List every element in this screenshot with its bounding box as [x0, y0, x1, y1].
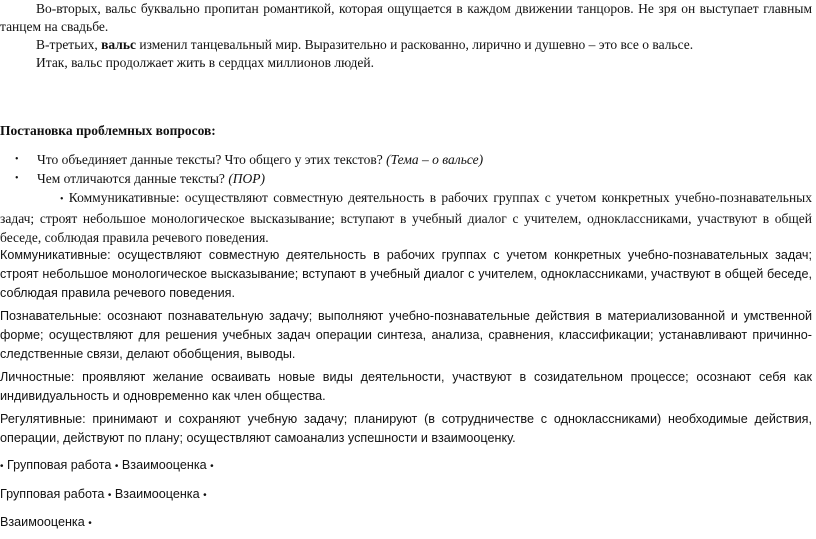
intro-p2-bold: вальс [101, 37, 136, 52]
intro-p2-rest: изменил танцевальный мир. Выразительно и раскованно, лирично и душевно – это все о вальсе. [135, 37, 694, 52]
problem-item [0, 169, 812, 188]
problem-answer: (ПОР) [228, 171, 266, 186]
bullet-icon: • [88, 518, 92, 529]
forms-line-3 [0, 513, 812, 533]
intro-p2-prefix: В-третьих, [36, 37, 102, 52]
bullet-icon: • [203, 490, 207, 501]
intro-paragraph-3: Итак, вальс продолжает жить в сердцах миллионов людей. [36, 55, 374, 70]
problems-heading: Постановка проблемных вопросов: [0, 123, 216, 138]
intro-section [0, 0, 812, 72]
form-group-work: Групповая работа [0, 487, 105, 501]
intro-paragraph-2 [0, 36, 812, 54]
uud-communicative: Коммуникативные: осуществляют совместную деятельность в рабочих группах с учетом конкретных учебно-познавательных задач; строят небольшое монологическое высказывание; вступают в учебный диалог с учителем, одноклассниками, участвуют в общей беседе, соблюдая правила речевого поведения. [0, 248, 812, 300]
problems-list-block [0, 150, 812, 247]
form-peer-review: Взаимооценка [114, 487, 200, 501]
problem-answer: (Тема – о вальсе) [386, 152, 484, 167]
bullet-icon: • [15, 173, 19, 184]
communicative-inline-text: Коммуникативные: осуществляют совместную деятельность в рабочих группах с учетом конкретных учебно-познавательных задач; строят небольшое монологическое высказывание; вступают в учебный диалог с учителем, одноклассниками, участвуют в общей беседе, соблюдая правила речевого поведения. [0, 190, 812, 245]
bullet-icon: • [15, 154, 19, 165]
uud-personal: Личностные: проявляют желание осваивать новые виды деятельности, участвуют в созидательном процессе; осознают себя как индивидуальность и одновременно как член общества. [0, 370, 812, 403]
communicative-inline [0, 188, 812, 247]
problem-question: Чем отличаются данные тексты? [37, 171, 225, 186]
problems-section [0, 122, 812, 140]
forms-line-1 [0, 456, 812, 476]
bullet-icon: • [0, 461, 4, 472]
intro-paragraph-1: Во-вторых, вальс буквально пропитан романтикой, которая ощущается в каждом движении танцоров. Не зря он выступает главным танцем на свадьбе. [0, 1, 812, 34]
bullet-icon: • [107, 490, 112, 501]
problem-question: Что объединяет данные тексты? Что общего у этих текстов? [37, 152, 383, 167]
uud-regulatory: Регулятивные: принимают и сохраняют учебную задачу; планируют (в сотрудничестве с одноклассниками) необходимые действия, операции, действуют по плану; осуществляют самоанализ успешности и взаимооценку. [0, 412, 812, 445]
problems-list [0, 150, 812, 188]
form-peer-review: Взаимооценка [0, 515, 85, 529]
form-peer-review: Взаимооценка [121, 458, 207, 472]
form-group-work: Групповая работа [7, 458, 112, 472]
uud-cognitive: Познавательные: осознают познавательную задачу; выполняют учебно-познавательные действия в материализованной и умственной форме; осуществляют для решения учебных задач операции синтеза, анализа, сравнения, классификации; устанавливают причинно-следственные связи, делают обобщения, выводы. [0, 309, 812, 361]
bullet-icon: • [114, 461, 119, 472]
bullet-icon: • [60, 194, 64, 205]
forms-line-2 [0, 485, 812, 505]
problem-item [0, 150, 812, 169]
bullet-icon: • [210, 461, 214, 472]
